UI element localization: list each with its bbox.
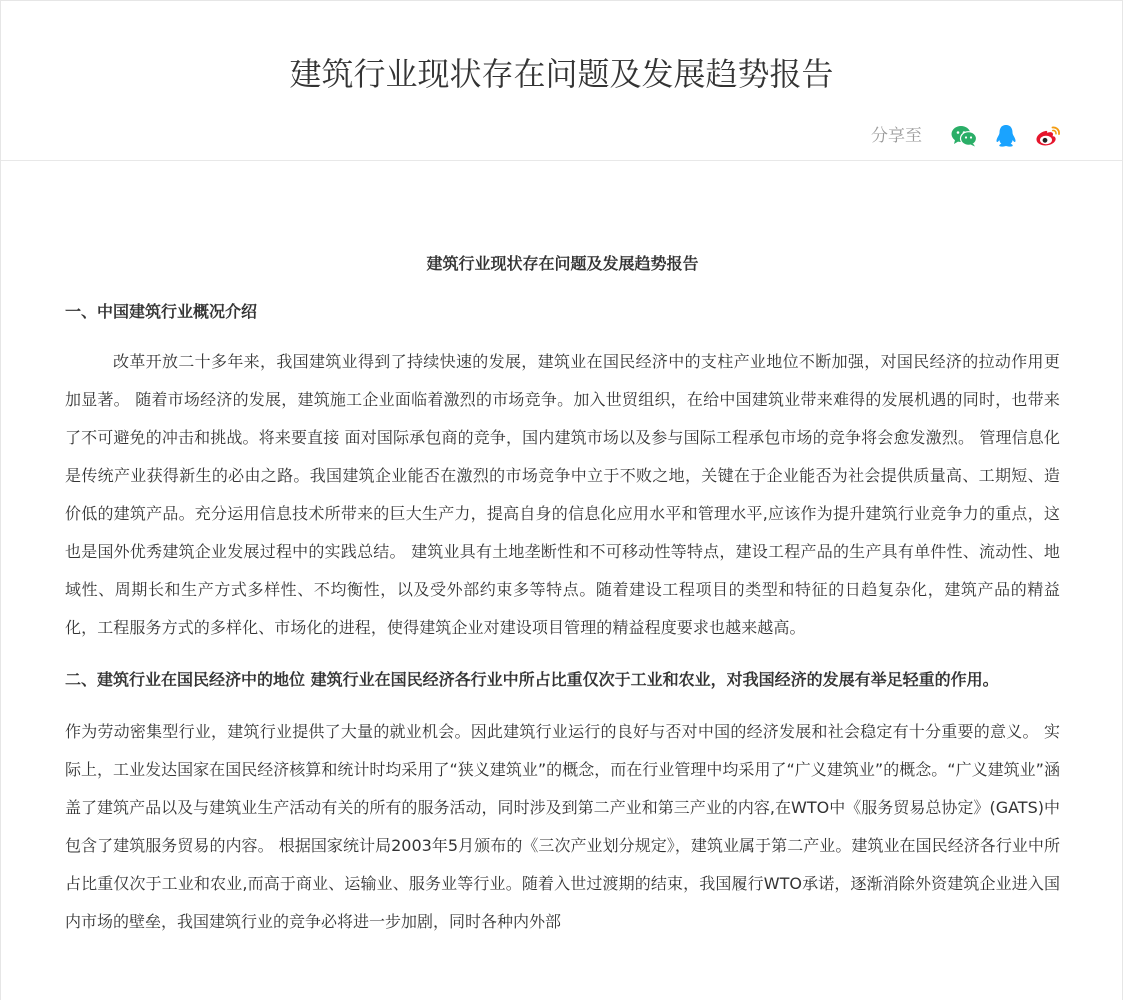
page-header bbox=[1, 1, 1122, 161]
section-2-paragraph: 作为劳动密集型行业，建筑行业提供了大量的就业机会。因此建筑行业运行的良好与否对中国的经济发展和社会稳定有十分重要的意义。 实际上，工业发达国家在国民经济核算和统计时均采用了“狭义建筑业”的概念，而在行业管理中均采用了“广义建筑业”的概念。“广义建筑业”涵盖了建筑产品以及与建筑业生产活动有关的所有的服务活动，同时涉及到第二产业和第三产业的内容,在WTO中《服务贸易总协定》(GATS)中包含了建筑服务贸易的内容。 根据国家统计局2003年5月颁布的《三次产业划分规定》，建筑业属于第二产业。建筑业在国民经济各行业中所占比重仅次于工业和农业,而高于商业、运输业、服务业等行业。随着入世过渡期的结束，我国履行WTO承诺，逐渐消除外资建筑企业进入国内市场的壁垒，我国建筑行业的竞争必将进一步加剧，同时各种内外部 bbox=[65, 722, 1060, 931]
share-label: 分享至 bbox=[871, 126, 922, 146]
section-1-paragraph: 改革开放二十多年来，我国建筑业得到了持续快速的发展，建筑业在国民经济中的支柱产业地位不断加强，对国民经济的拉动作用更加显著。 随着市场经济的发展，建筑施工企业面临着激烈的市场竞争。加入世贸组织，在给中国建筑业带来难得的发展机遇的同时，也带来了不可避免的冲击和挑战。将来要直接 面对国际承包商的竞争，国内建筑市场以及参与国际工程承包市场的竞争将会愈发激烈。 管理信息化是传统产业获得新生的必由之路。我国建筑企业能否在激烈的市场竞争中立于不败之地，关键在于企业能否为社会提供质量高、工期短、造价低的建筑产品。充分运用信息技术所带来的巨大生产力，提高自身的信息化应用水平和管理水平,应该作为提升建筑行业竞争力的重点，这也是国外优秀建筑企业发展过程中的实践总结。 建筑业具有土地垄断性和不可移动性等特点，建设工程产品的生产具有单件性、流动性、地域性、周期长和生产方式多样性、不均衡性，以及受外部约束多等特点。随着建设工程项目的类型和特征的日趋复杂化，建筑产品的精益化，工程服务方式的多样化、市场化的进程，使得建筑企业对建设项目管理的精益程度要求也越来越高。 bbox=[65, 352, 1060, 637]
document-title: 建筑行业现状存在问题及发展趋势报告 bbox=[426, 254, 699, 273]
section-1-heading: 一、中国建筑行业概况介绍 bbox=[65, 302, 258, 321]
share-bar bbox=[871, 122, 1062, 150]
page-title: 建筑行业现状存在问题及发展趋势报告 bbox=[289, 55, 834, 93]
qq-icon[interactable] bbox=[992, 122, 1020, 150]
wechat-icon[interactable] bbox=[950, 122, 978, 150]
section-2-heading: 二、建筑行业在国民经济中的地位 建筑行业在国民经济各行业中所占比重仅次于工业和农业，对我国经济的发展有举足轻重的作用。 bbox=[65, 670, 999, 689]
weibo-icon[interactable] bbox=[1034, 122, 1062, 150]
document-content bbox=[65, 161, 1060, 941]
